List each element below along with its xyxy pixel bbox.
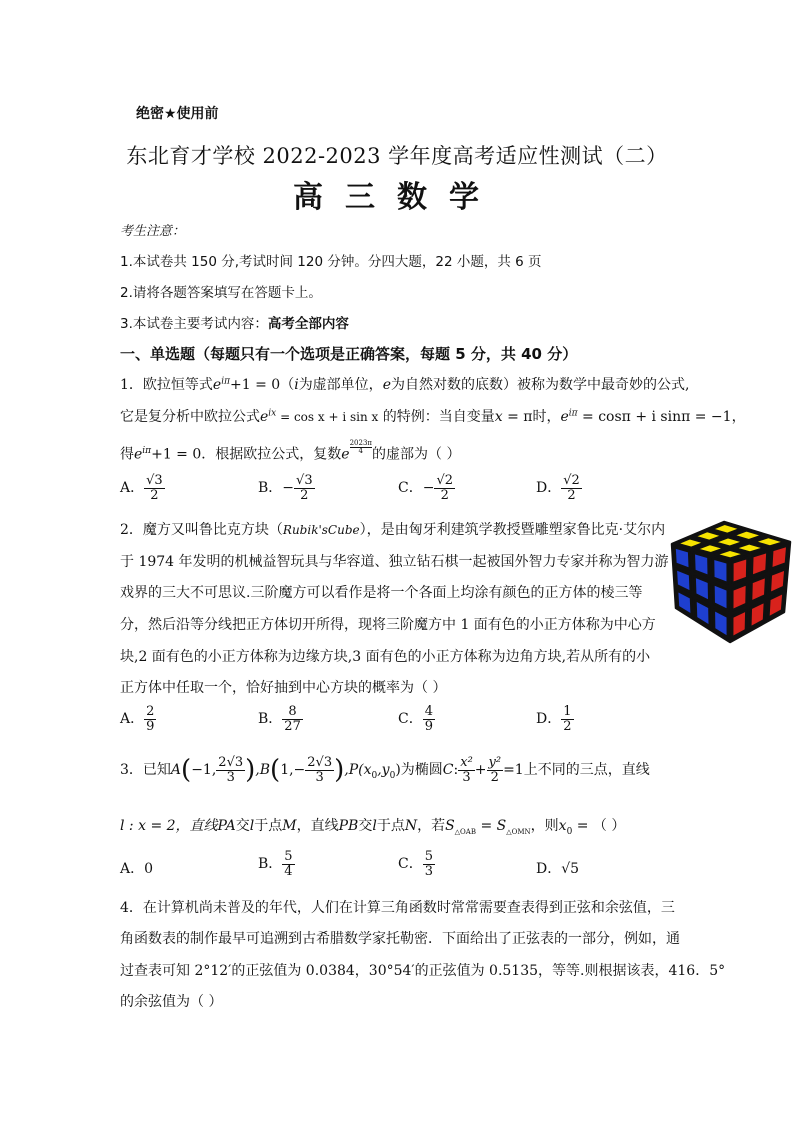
q3-n: N <box>404 818 418 834</box>
q2-line-6: 正方体中任取一个，恰好抽到中心方块的概率为（ ） <box>120 680 447 696</box>
q3-l: l <box>372 818 377 834</box>
fraction <box>423 850 435 878</box>
q3-text: = <box>476 818 497 834</box>
fraction <box>458 756 475 784</box>
fraction <box>487 756 504 784</box>
fraction-den: 2 <box>440 487 449 503</box>
q1-text: 它是复分析中欧拉公式 <box>120 409 260 425</box>
fraction-den: 4 <box>284 863 293 879</box>
q3-text: ，直线 <box>296 818 339 834</box>
fraction-num: √3 <box>146 473 163 488</box>
q1-text: +1 = 0 <box>230 377 281 393</box>
fraction <box>305 756 334 784</box>
q1-exp-num: 2023π <box>349 439 372 447</box>
rubiks-cube-image <box>668 520 792 644</box>
q3-text: = （ ） <box>572 818 626 834</box>
q3-text: 3．已知 <box>120 762 171 778</box>
q3-point-p: ,P <box>344 762 359 778</box>
q3-text: 上不同的三点，直线 <box>523 762 650 778</box>
note-item-1: 1.本试卷共 150 分,考试时间 120 分钟。分四大题，22 小题，共 6 页 <box>120 254 542 270</box>
q3-text: ，若 <box>417 818 446 834</box>
q1-text: 为虚部单位， <box>298 377 383 393</box>
q3-ellipse-c: C <box>442 762 454 778</box>
q1-text: 的虚部为（ ） <box>372 446 461 463</box>
q1-exp: ix <box>268 408 277 419</box>
q3-coord: 1,− <box>280 762 306 778</box>
q2-option-b[interactable] <box>258 705 303 733</box>
q3-l: l <box>249 818 255 834</box>
section-heading: 一、单选题（每题只有一个选项是正确答案，每题 5 分，共 40 分） <box>120 345 578 363</box>
q2-text: ），是由匈牙利建筑学教授暨雕塑家鲁比克·艾尔内 <box>359 522 666 538</box>
q4-line-4: 的余弦值为（ ） <box>120 994 223 1010</box>
fraction <box>423 705 435 733</box>
fraction-den: 2 <box>567 487 576 503</box>
fraction <box>294 474 315 502</box>
q1-line-1 <box>120 374 689 394</box>
q4-line-2: 角函数表的制作最早可追溯到古希腊数学家托勒密．下面给出了正弦表的一部分，例如，通 <box>120 931 680 947</box>
fraction-den: 27 <box>284 718 301 734</box>
fraction <box>561 705 573 733</box>
fraction-den: 3 <box>462 769 471 785</box>
q1-exp-den: 4 <box>358 447 364 455</box>
fraction <box>216 756 245 784</box>
fraction <box>282 850 294 878</box>
option-value: √5 <box>561 861 580 877</box>
q1-text: = cosπ + i sinπ = −1， <box>577 409 746 425</box>
fraction-den: 3 <box>315 769 324 785</box>
notes-title: 考生注意： <box>120 224 186 239</box>
q1-exp-fraction <box>350 440 372 455</box>
option-letter: C．− <box>398 480 435 497</box>
cube-left-sticker <box>713 558 728 583</box>
q4-line-1: 4．在计算机尚未普及的年代，人们在计算三角函数时常常需要查表得到正弦和余弦值，三 <box>120 900 675 916</box>
q3-point-a: A <box>170 762 182 778</box>
q2-text: 2．魔方又叫鲁比克方块（ <box>120 522 283 538</box>
q1-line-2 <box>120 406 746 426</box>
fraction-den: 2 <box>300 487 309 503</box>
fraction <box>144 705 156 733</box>
fraction-num: y² <box>488 754 502 770</box>
option-letter: A． <box>120 480 145 497</box>
fraction-den: 2 <box>150 487 159 503</box>
q1-option-c[interactable] <box>398 474 455 502</box>
q3-text: : x = 2，直线 <box>124 818 218 834</box>
q4-line-3: 过查表可知 2°12′的正弦值为 0.0384，30°54′的正弦值为 0.5135，等等.则根据该表，416．5° <box>120 963 726 979</box>
q3-option-d[interactable] <box>536 858 579 878</box>
subject-title: 高三数学 <box>293 180 501 215</box>
fraction-den: 9 <box>424 718 433 734</box>
fraction-den: 2 <box>563 718 572 734</box>
q3-line-2 <box>120 815 625 837</box>
q1-text: +1 = 0．根据欧拉公式，复数 <box>151 446 342 463</box>
q1-option-b[interactable] <box>258 474 315 502</box>
note-item-3-text: 3.本试卷主要考试内容： <box>120 316 268 332</box>
q1-exp: iπ <box>221 376 231 387</box>
q1-text: （ <box>280 377 295 393</box>
subscript: △OMN <box>506 827 531 836</box>
q1-i: i <box>294 377 299 393</box>
q3-text: 为椭圆 <box>400 762 443 778</box>
subscript: 0 <box>371 770 378 781</box>
subscript: 0 <box>566 826 573 837</box>
fraction-num: √3 <box>296 473 313 488</box>
q3-s: S <box>445 818 455 834</box>
cube-right-sticker <box>732 558 747 583</box>
q1-text: 为自然对数的底数）被称为数学中最奇妙的公式, <box>390 377 690 393</box>
q1-text: = π时， <box>502 409 561 425</box>
q3-line-1 <box>120 755 650 785</box>
q3-coord: ) <box>395 762 401 778</box>
q3-pb: PB <box>338 818 359 834</box>
fraction-num: x² <box>460 754 473 770</box>
fraction-num: 8 <box>282 705 303 720</box>
q1-e: e <box>134 446 143 463</box>
option-letter: B．− <box>258 480 295 497</box>
fraction-num: 1 <box>563 704 572 719</box>
fraction-num: 5 <box>424 849 433 864</box>
cube-right-sticker <box>752 552 768 576</box>
q3-text: 交 <box>358 818 373 834</box>
q2-line-3: 戏界的三大不可思议.三阶魔方可以看作是将一个各面上均涂有颜色的正方体的棱三等 <box>120 585 643 601</box>
paren-close: ) <box>245 755 256 785</box>
q3-text: =1 <box>503 762 524 778</box>
q3-option-b[interactable] <box>258 850 295 878</box>
q1-e: e <box>382 377 391 393</box>
q3-coord: −1, <box>191 762 217 778</box>
fraction <box>282 705 303 733</box>
fraction-num: √2 <box>563 473 580 488</box>
fraction <box>561 474 582 502</box>
q3-option-a[interactable] <box>120 858 153 878</box>
option-letter: D． <box>536 861 562 877</box>
option-letter: B． <box>258 856 283 873</box>
note-item-2: 2.请将各题答案填写在答题卡上。 <box>120 285 322 301</box>
subscript: △OAB <box>454 827 476 836</box>
q1-exp: iπ <box>568 408 578 419</box>
q3-text: 于点 <box>254 818 283 834</box>
q2-line-1 <box>120 519 665 539</box>
fraction <box>144 474 165 502</box>
option-letter: B． <box>258 711 283 728</box>
exam-title: 东北育才学校 2022-2023 学年度高考适应性测试（二） <box>126 144 668 168</box>
q2-option-c[interactable] <box>398 705 435 733</box>
option-letter: A． <box>120 711 145 728</box>
q1-line-3 <box>120 440 460 464</box>
q1-e: e <box>560 409 569 425</box>
q2-line-5: 块,2 面有色的小正方体称为边缘方块,3 面有色的小正方体称为边角方块,若从所有的小 <box>120 649 651 665</box>
q3-coord: (x <box>358 762 372 778</box>
fraction-den: 9 <box>146 718 155 734</box>
fraction-num: 5 <box>284 849 293 864</box>
paren-open: ( <box>270 755 281 785</box>
q2-option-a[interactable] <box>120 705 156 733</box>
cube-left-sticker <box>694 553 709 576</box>
q2-english: Rubik'sCube <box>282 523 360 537</box>
q1-text: 得 <box>120 446 134 463</box>
q1-formula: = cos x + i sin x <box>276 410 379 424</box>
option-letter: C． <box>398 711 423 728</box>
q1-e: e <box>212 377 222 393</box>
q3-text: 于点 <box>376 818 405 834</box>
paren-open: ( <box>181 755 192 785</box>
q3-option-c[interactable] <box>398 850 435 878</box>
q1-text: 的特例：当自变量 <box>378 409 495 425</box>
q1-text: 1．欧拉恒等式 <box>120 377 213 393</box>
confidential-label: 绝密★使用前 <box>136 106 219 122</box>
fraction-num: 2√3 <box>307 754 333 770</box>
option-letter: C． <box>398 856 423 873</box>
q3-text: ，则 <box>530 818 559 834</box>
q3-m: M <box>282 818 297 834</box>
q1-x: x <box>494 409 503 425</box>
option-text: A．0 <box>120 861 154 877</box>
q1-option-d[interactable] <box>536 474 582 502</box>
q2-line-2: 于 1974 年发明的机械益智玩具与华容道、独立钻石棋一起被国外智力专家并称为智力游 <box>120 554 669 570</box>
q3-text: + <box>474 762 487 778</box>
q3-l: l <box>120 818 125 834</box>
q3-text: 交 <box>235 818 250 834</box>
option-letter: D． <box>536 480 562 497</box>
fraction-den: 3 <box>424 863 433 879</box>
fraction-num: √2 <box>436 473 454 488</box>
fraction-num: 2√3 <box>218 754 244 770</box>
q1-option-a[interactable] <box>120 474 165 502</box>
fraction-den: 3 <box>226 769 235 785</box>
q1-exp: iπ <box>142 446 152 456</box>
subscript: 0 <box>389 770 396 781</box>
note-item-3 <box>120 312 349 332</box>
paren-close: ) <box>334 755 345 785</box>
option-letter: D． <box>536 711 562 728</box>
fraction-num: 4 <box>424 704 433 719</box>
fraction-den: 2 <box>490 769 499 785</box>
q1-e: e <box>260 409 269 425</box>
fraction-num: 2 <box>146 704 155 719</box>
q3-coord: ,y <box>377 762 390 778</box>
q3-text: : <box>453 762 459 778</box>
q1-e: e <box>341 446 350 463</box>
q3-pa: PA <box>217 818 236 834</box>
q2-option-d[interactable] <box>536 705 574 733</box>
q2-line-4: 分，然后沿等分线把正方体切开所得，现将三阶魔方中 1 面有色的小正方体称为中心方 <box>120 617 656 633</box>
q3-x: x <box>558 818 567 834</box>
fraction <box>434 474 455 502</box>
q3-s: S <box>496 818 507 834</box>
note-item-3-bold: 高考全部内容 <box>267 316 349 332</box>
q3-point-b: ,B <box>255 762 271 778</box>
